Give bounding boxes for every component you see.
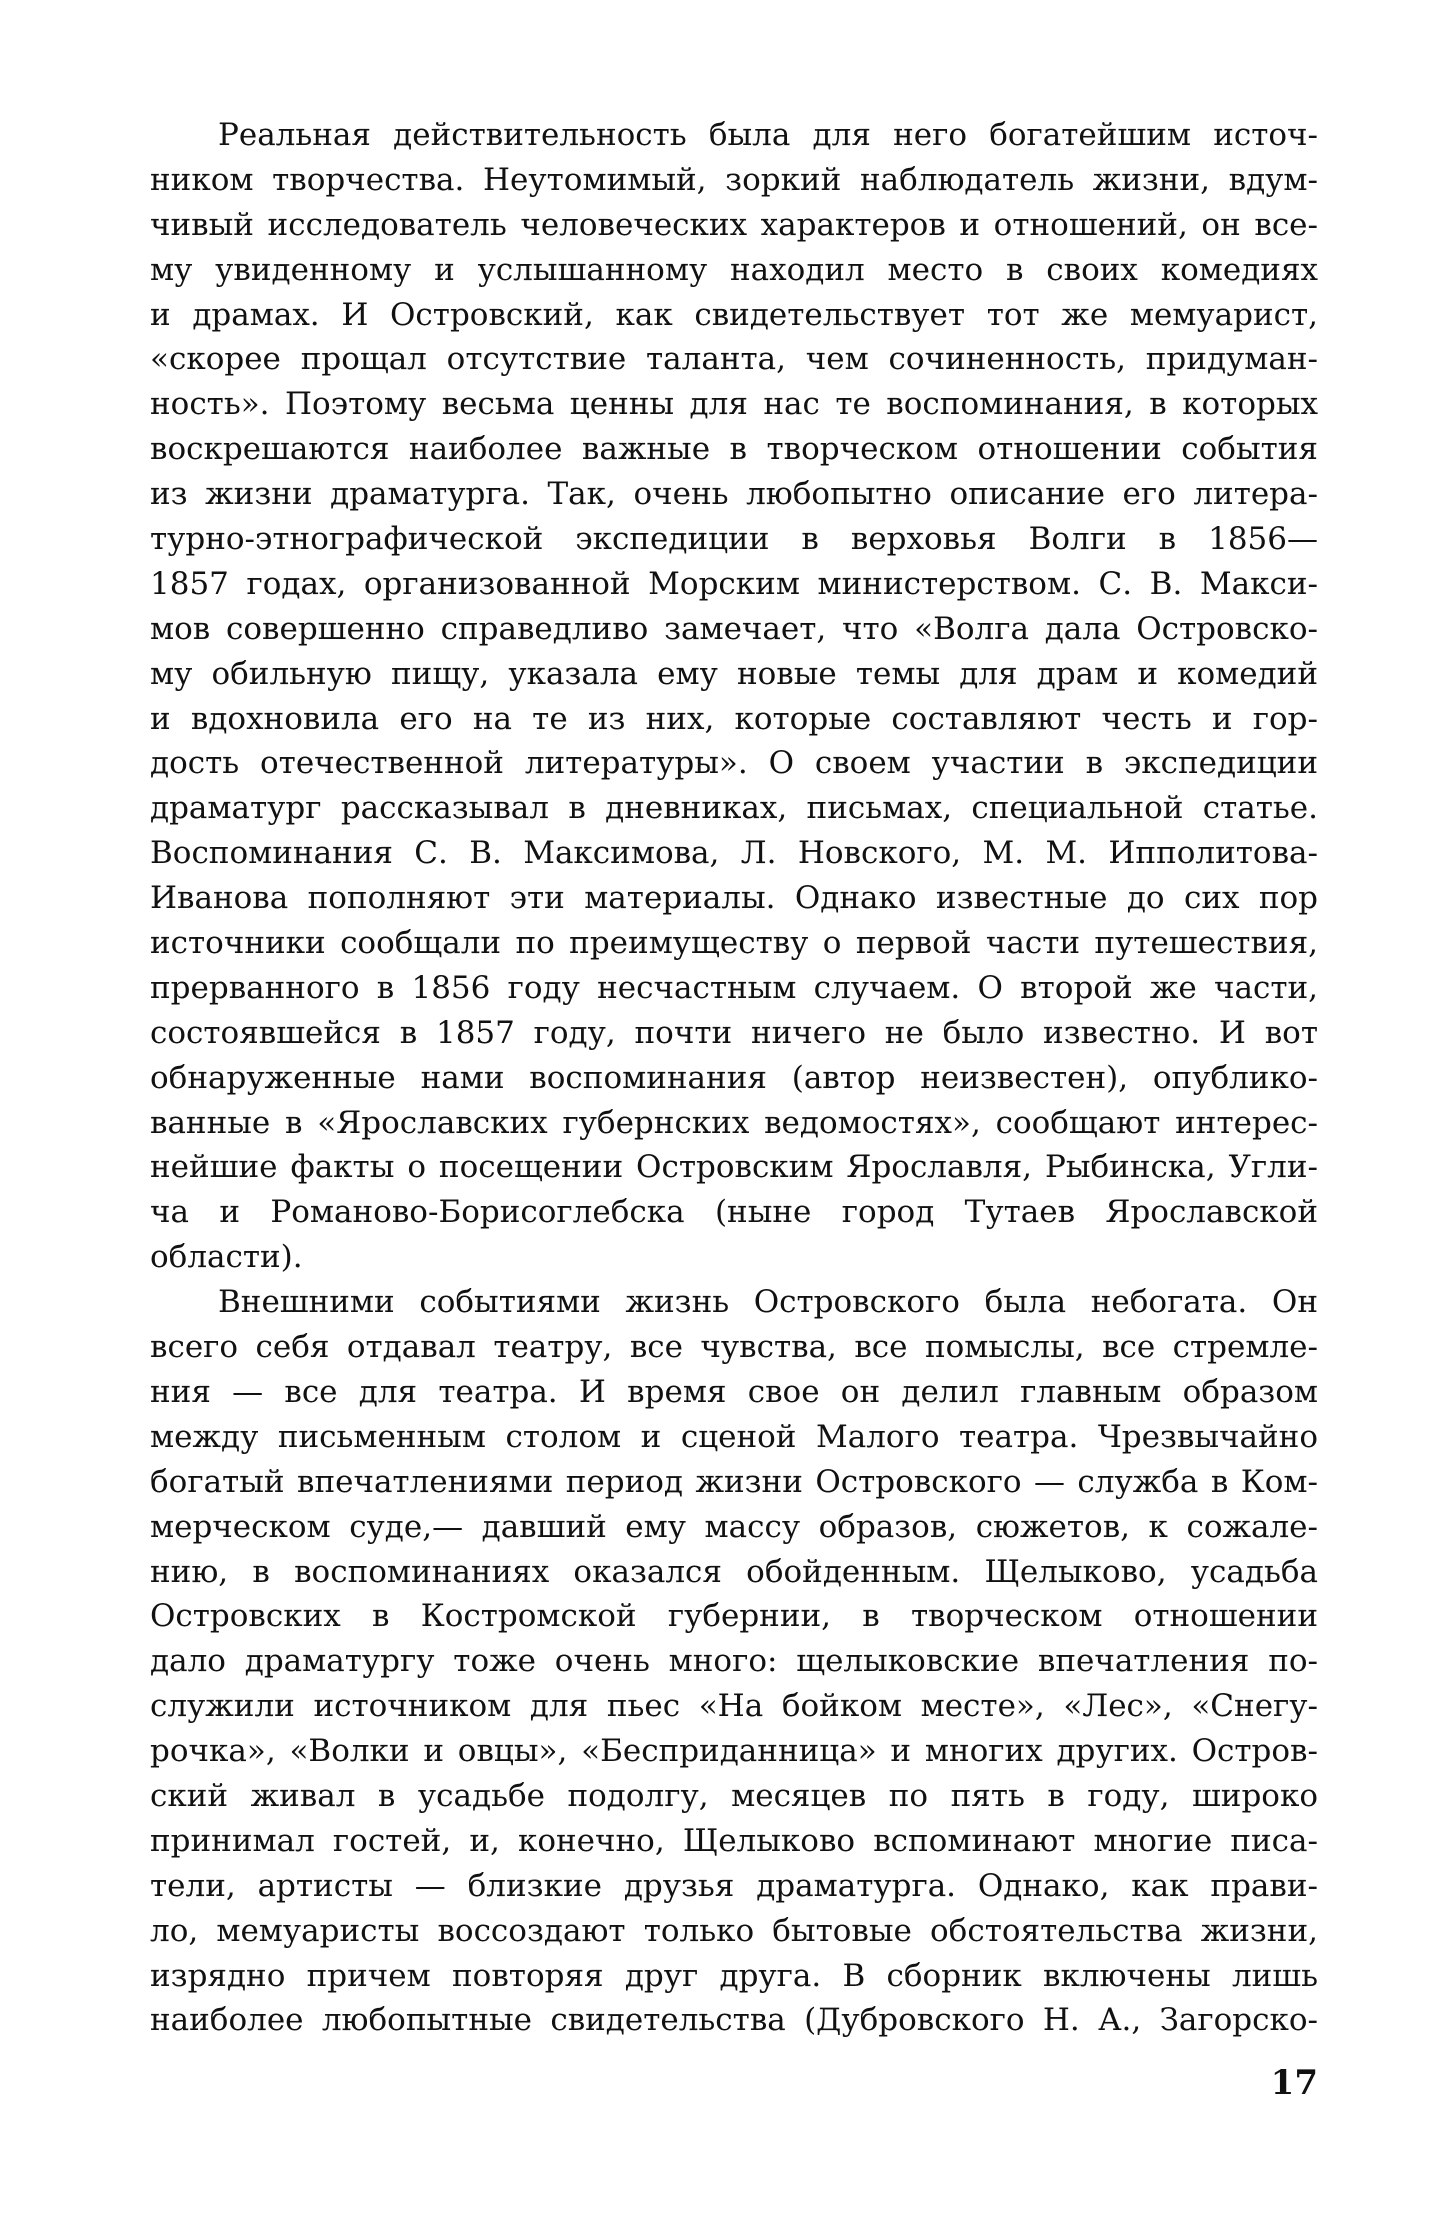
text-line: ния — все для театра. И время свое он делил главным образом [150,1373,1318,1410]
text-line: между письменным столом и сценой Малого театра. Чрезвычайно [150,1418,1318,1455]
paragraph-1 [150,113,1318,1280]
text-line: рочка», «Волки и овцы», «Бесприданница» и многих других. Остров- [150,1733,1318,1770]
text-line: ванные в «Ярославских губернских ведомостях», сообщают интерес- [150,1104,1318,1141]
text-line: обнаруженные нами воспоминания (автор неизвестен), опублико- [150,1059,1318,1096]
text-line: прерванного в 1856 году несчастным случаем. О второй же части, [150,969,1318,1006]
text-line: ником творчества. Неутомимый, зоркий наблюдатель жизни, вдум- [150,161,1318,198]
text-line: и вдохновила его на те из них, которые составляют честь и гор- [150,700,1318,737]
text-line: Воспоминания С. В. Максимова, Л. Новского, М. М. Ипполитова- [150,835,1318,872]
text-line: принимал гостей, и, конечно, Щелыково вспоминают многие писа- [150,1822,1318,1859]
text-line: источники сообщали по преимуществу о первой части путешествия, [150,925,1318,962]
text-line: турно-этнографической экспедиции в верховья Волги в 1856— [150,521,1318,558]
text-line: дало драматургу тоже очень много: щелыковские впечатления по- [150,1643,1318,1680]
text-line: му обильную пищу, указала ему новые темы для драм и комедий [150,655,1318,692]
page-body [150,113,1318,2043]
text-line: наиболее любопытные свидетельства (Дубровского Н. А., Загорско- [150,2002,1318,2039]
text-line: ский живал в усадьбе подолгу, месяцев по пять в году, широко [150,1777,1318,1814]
text-line: нейшие факты о посещении Островским Ярославля, Рыбинска, Угли- [150,1149,1318,1186]
text-line: и драмах. И Островский, как свидетельствует тот же мемуарист, [150,296,1318,333]
text-line: служили источником для пьес «На бойком месте», «Лес», «Снегу- [150,1688,1318,1725]
text-line: дость отечественной литературы». О своем участии в экспедиции [150,745,1318,782]
text-line: области). [150,1239,303,1276]
paragraph-2 [150,1280,1318,2043]
text-line: изрядно причем повторяя друг друга. В сборник включены лишь [150,1957,1318,1994]
text-line: богатый впечатлениями период жизни Островского — служба в Ком- [150,1463,1318,1500]
text-line: ность». Поэтому весьма ценны для нас те воспоминания, в которых [150,386,1318,423]
text-line: Иванова пополняют эти материалы. Однако известные до сих пор [150,880,1318,917]
text-line: мов совершенно справедливо замечает, что «Волга дала Островско- [150,610,1318,647]
text-line: из жизни драматурга. Так, очень любопытно описание его литера- [150,476,1318,513]
text-line: состоявшейся в 1857 году, почти ничего не было известно. И вот [150,1014,1318,1051]
text-line: Реальная действительность была для него богатейшим источ- [218,117,1318,153]
text-line: драматург рассказывал в дневниках, письмах, специальной статье. [150,790,1318,827]
text-line: Внешними событиями жизнь Островского была небогата. Он [218,1284,1318,1321]
text-line: воскрешаются наиболее важные в творческом отношении события [150,431,1318,468]
text-line: тели, артисты — близкие друзья драматурга. Однако, как прави- [150,1867,1318,1904]
text-line: ча и Романово-Борисоглебска (ныне город Тутаев Ярославской [150,1194,1318,1231]
text-line: чивый исследователь человеческих характеров и отношений, он все- [150,206,1318,243]
text-line: Островских в Костромской губернии, в творческом отношении [150,1598,1318,1635]
text-line: мерческом суде,— давший ему массу образов, сюжетов, к сожале- [150,1508,1318,1545]
text-line: «скорее прощал отсутствие таланта, чем сочиненность, придуман- [150,341,1318,378]
page-number: 17 [1270,2063,1318,2103]
text-line: 1857 годах, организованной Морским министерством. С. В. Макси- [150,565,1318,602]
text-line: нию, в воспоминаниях оказался обойденным. Щелыково, усадьба [150,1553,1318,1590]
text-line: ло, мемуаристы воссоздают только бытовые обстоятельства жизни, [150,1912,1318,1949]
text-line: всего себя отдавал театру, все чувства, все помыслы, все стремле- [150,1329,1318,1366]
text-line: му увиденному и услышанному находил место в своих комедиях [150,251,1318,288]
